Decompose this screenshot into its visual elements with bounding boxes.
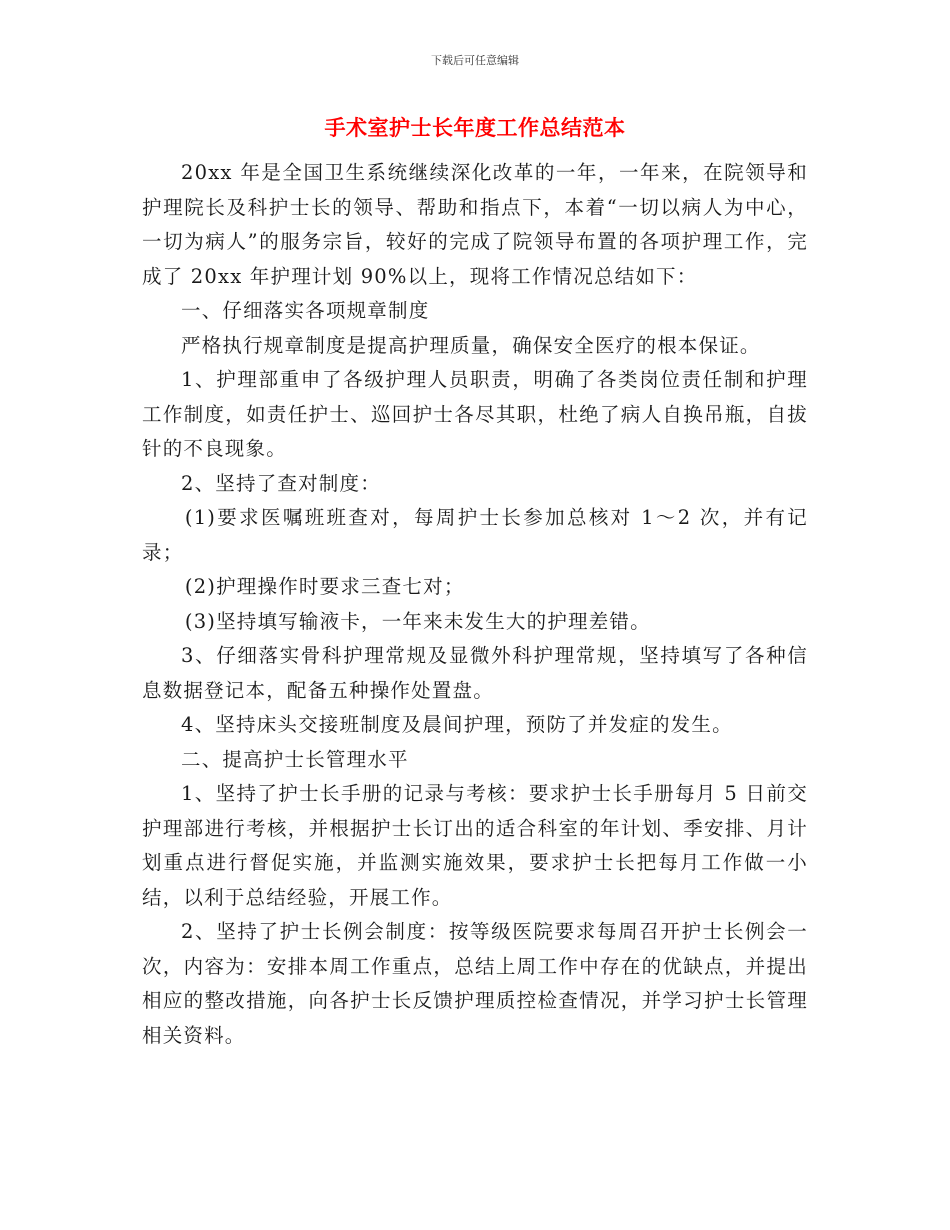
paragraph-intro: 20xx 年是全国卫生系统继续深化改革的一年，一年来，在院领导和护理院长及科护士长的领导、帮助和指点下，本着“一切以病人为中心，一切为病人”的服务宗旨，较好的完成了院领导布置的各项护理工作，完成了 20xx 年护理计划 90%以上，现将工作情况总结如下： xyxy=(142,161,808,288)
sub-list-item: (1)要求医嘱班班查对，每周护士长参加总核对 1～2 次，并有记录； xyxy=(142,506,808,564)
section-heading-1: 一、仔细落实各项规章制度 xyxy=(181,299,430,322)
list-item: 1、护理部重申了各级护理人员职责，明确了各类岗位责任制和护理工作制度，如责任护士、巡回护士各尽其职，杜绝了病人自换吊瓶，自拔针的不良现象。 xyxy=(142,368,808,460)
header-note: 下载后可任意编辑 xyxy=(431,54,519,67)
paragraph: 严格执行规章制度是提高护理质量，确保安全医疗的根本保证。 xyxy=(181,333,761,357)
list-item: 3、仔细落实骨科护理常规及显微外科护理常规，坚持填写了各种信息数据登记本，配备五种操作处置盘。 xyxy=(142,644,808,702)
list-item: 4、坚持床头交接班制度及晨间护理，预防了并发症的发生。 xyxy=(181,713,733,736)
list-item: 2、坚持了查对制度： xyxy=(181,471,381,495)
document-body xyxy=(142,156,808,1053)
list-item: 1、坚持了护士长手册的记录与考核：要求护士长手册每月 5 日前交护理部进行考核，并根据护士长订出的适合科室的年计划、季安排、月计划重点进行督促实施，并监测实施效果，要求护士长把每月工作做一小结，以利于总结经验，开展工作。 xyxy=(142,782,808,909)
sub-list-item: (3)坚持填写输液卡，一年来未发生大的护理差错。 xyxy=(184,609,651,633)
sub-list-item: (2)护理操作时要求三查七对； xyxy=(184,575,465,598)
list-item: 2、坚持了护士长例会制度：按等级医院要求每周召开护士长例会一次，内容为：安排本周工作重点，总结上周工作中存在的优缺点，并提出相应的整改措施，向各护士长反馈护理质控检查情况，并学习护士长管理相关资料。 xyxy=(142,920,808,1047)
document-title: 手术室护士长年度工作总结范本 xyxy=(324,115,626,140)
section-heading-2: 二、提高护士长管理水平 xyxy=(181,747,409,771)
